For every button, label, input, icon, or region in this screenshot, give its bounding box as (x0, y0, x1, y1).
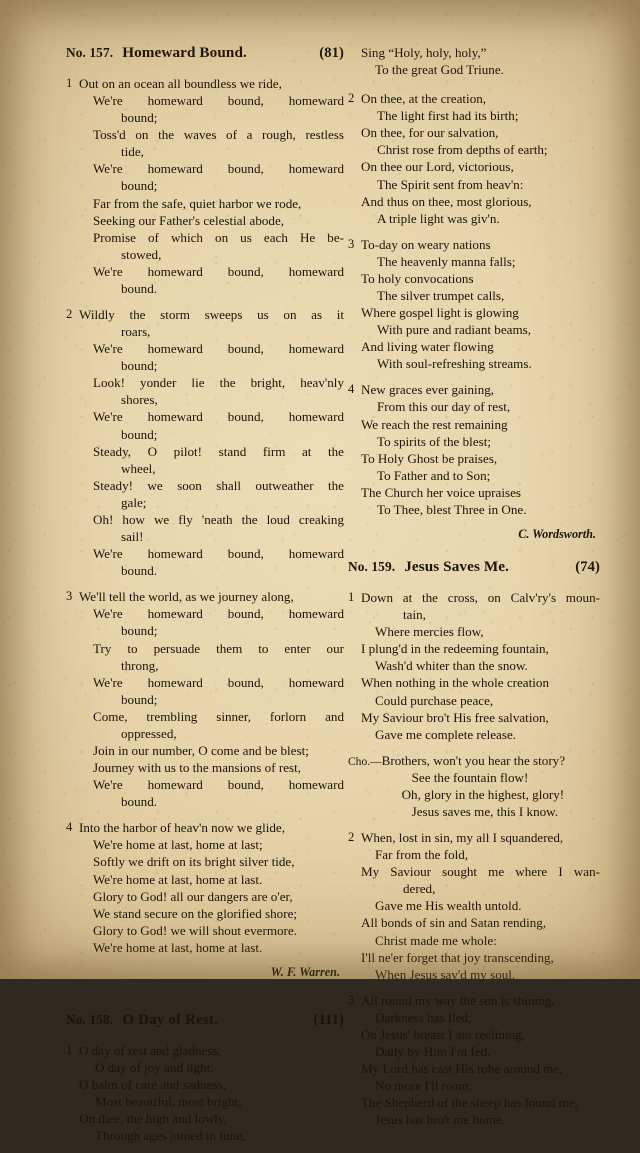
verse-number: 2 (348, 830, 355, 845)
verse (348, 589, 600, 743)
hymn-158-header (66, 1011, 344, 1029)
chorus-line: Brothers, won't you hear the story? (381, 752, 566, 768)
verse-line: No more I'll roam; (375, 1078, 473, 1094)
verse-line: On thee, the high and lowly, (79, 1111, 227, 1127)
hymn-159-verses-rest (348, 829, 600, 1128)
verse-line: Out on an ocean all boundless we ride, (79, 76, 282, 91)
spacer (66, 996, 344, 1011)
verse-line: To Holy Ghost be praises, (361, 450, 498, 466)
verse-line: We're homeward bound, homeward (93, 341, 344, 357)
verse-line: bound; (121, 623, 158, 639)
verse-line: Seeking our Father's celestial abode, (93, 212, 285, 228)
verse-line: bound; (121, 178, 158, 194)
verse (66, 819, 344, 956)
verse-line: When Jesus sav'd my soul. (375, 966, 516, 982)
verse-line: I'll ne'er forget that joy transcending, (361, 949, 554, 965)
verse-line: Look! yonder lie the bright, heav'nly (93, 375, 344, 391)
verse-line: Come, trembling sinner, forlorn and (93, 708, 344, 724)
verse-line: We're homeward bound, homeward (93, 161, 344, 177)
verse-line: O day of rest and gladness, (79, 1042, 221, 1058)
verse-line: Softly we drift on its bright silver tide, (93, 854, 295, 870)
verse-line: The heavenly manna falls; (377, 253, 516, 269)
verse-number: 3 (66, 589, 73, 604)
verse-line: throng, (121, 657, 159, 673)
verse-line: The Shepherd of the sheep has found me, (361, 1095, 578, 1111)
verse-line: My Saviour bro't His free salvation, (361, 709, 549, 725)
verse-line: O day of joy and light, (95, 1059, 214, 1075)
verse-line: To the great God Triune. (375, 62, 504, 78)
hymn-157-page-ref: (81) (319, 45, 344, 61)
verse-line: dered, (403, 881, 436, 897)
verse-line: Through ages joined in tune, (95, 1128, 246, 1144)
verse-line: We're homeward bound, homeward (93, 93, 344, 109)
verse-line: On thee, at the creation, (361, 91, 487, 107)
verse-line: Down at the cross, on Calv'ry's moun- (361, 590, 600, 606)
hymn-158-verses-continued (348, 90, 600, 518)
verse-line: We're homeward bound, homeward (93, 409, 344, 425)
verse-line: tain, (403, 607, 426, 623)
verse-line: We're homeward bound, homeward (93, 546, 344, 562)
verse-line: Most beautiful, most bright; (95, 1094, 242, 1110)
hymn-157 (66, 44, 344, 980)
hymn-159 (348, 558, 600, 1128)
left-column (66, 44, 344, 1153)
verse-line: Daily by Him I'm fed. (375, 1043, 491, 1059)
verse-line: We're homeward bound, homeward (93, 606, 344, 622)
verse-line: We'll tell the world, as we journey along, (79, 589, 294, 605)
verse-line: bound. (121, 563, 158, 579)
verse-line: Wildly the storm sweeps us on as it (79, 307, 344, 323)
hymn-158-lead-lines (348, 44, 600, 78)
verse-lines (79, 1042, 344, 1144)
chorus-lines (382, 752, 600, 820)
hymn-157-verses (66, 75, 344, 956)
hymn-157-header (66, 44, 344, 62)
verse-line: shores, (121, 392, 158, 408)
verse-line: On Jesus' breast I am reclining, (361, 1026, 525, 1042)
verse-line: The light first had its birth; (377, 108, 519, 124)
verse-line: sail! (121, 529, 144, 545)
verse-line: Gave me complete release. (375, 726, 517, 742)
verse-line: Into the harbor of heav'n now we glide, (79, 820, 285, 836)
verse-line: When, lost in sin, my all I squandered, (361, 830, 564, 846)
verse-line: To holy convocations (361, 270, 474, 286)
verse-line: bound; (121, 426, 158, 442)
verse-number: 3 (348, 236, 355, 251)
verse-line: To-day on weary nations (361, 236, 491, 252)
verse-number: 3 (348, 992, 355, 1007)
chorus-line: Jesus saves me, this I know. (411, 803, 559, 819)
verse-line: My Saviour sought me where I wan- (361, 864, 600, 880)
verse-line: We're homeward bound, homeward (93, 263, 344, 279)
hymn-157-number: No. 157. (66, 45, 114, 60)
verse-line: With soul-refreshing streams. (377, 356, 532, 372)
verse-line: And thus on thee, most glorious, (361, 193, 532, 209)
verse-line: Jesus has bro't me home. (375, 1112, 506, 1128)
hymn-158-verses (66, 1042, 344, 1144)
verse-lines (361, 90, 600, 227)
verse-line: Journey with us to the mansions of rest, (93, 760, 302, 776)
verse-line: gale; (121, 494, 147, 510)
verse-lines (361, 992, 600, 1129)
hymn-158-page-ref: (111) (313, 1011, 344, 1028)
verse-line: Far from the fold, (375, 847, 469, 863)
verse-line: The silver trumpet calls, (377, 288, 505, 304)
verse-lines (361, 381, 600, 518)
hymn-159-page-ref: (74) (575, 559, 600, 576)
hymn-157-title: Homeward Bound. (122, 44, 247, 61)
verse-line: Christ made me whole: (375, 932, 497, 948)
verse (348, 381, 600, 518)
verse-line: tide, (121, 144, 144, 160)
verse-line: New graces ever gaining, (361, 382, 495, 398)
verse (348, 829, 600, 983)
verse-number: 1 (66, 76, 73, 90)
hymn-158-title: O Day of Rest. (122, 1010, 219, 1028)
verse-line: And living water flowing (361, 339, 494, 355)
hymn-159-verse-1 (348, 589, 600, 743)
chorus-line: See the fountain flow! (411, 769, 529, 785)
verse-line: I plung'd in the redeeming fountain, (361, 641, 549, 657)
hymn-158-continued (348, 44, 600, 542)
verse-line: oppressed, (121, 725, 177, 741)
verse-line: Join in our number, O come and be blest; (93, 742, 309, 758)
verse-lines (79, 75, 344, 297)
verse-lines (79, 306, 344, 579)
chorus-label-text: Cho.— (348, 755, 382, 768)
verse-line: Far from the safe, quiet harbor we rode, (93, 195, 302, 211)
verse-lines (361, 589, 600, 743)
verse-line: bound; (121, 110, 158, 126)
verse-line: Where mercies flow, (375, 624, 484, 640)
verse-number: 4 (348, 382, 355, 397)
verse-lines (79, 819, 344, 956)
verse-line: roars, (121, 324, 151, 340)
chorus-label (348, 752, 382, 820)
verse-line: bound; (121, 691, 158, 707)
verse-line: We're homeward bound, homeward (93, 674, 344, 690)
verse-line: Glory to God! we will shout evermore. (93, 922, 298, 938)
verse-line: We're homeward bound, homeward (93, 777, 344, 793)
verse-line: Gave me His wealth untold. (375, 898, 522, 914)
verse-line: To Father and to Son; (377, 467, 491, 483)
verse-line: bound; (121, 358, 158, 374)
verse-line: Glory to God! all our dangers are o'er, (93, 888, 293, 904)
hymn-159-header (348, 558, 600, 576)
verse-line: We're home at last, home at last. (93, 871, 263, 887)
verse (66, 306, 344, 579)
chorus-line: Oh, glory in the highest, glory! (401, 786, 565, 802)
verse-line: Steady! we soon shall outweather the (93, 477, 344, 493)
verse-number: 1 (348, 590, 355, 605)
hymn-159-chorus (348, 752, 600, 820)
verse-line: The Church her voice upraises (361, 484, 521, 500)
verse-number: 4 (66, 820, 73, 835)
hymn-158-attribution: C. Wordsworth. (518, 527, 596, 542)
verse-line: When nothing in the whole creation (361, 675, 549, 691)
verse (348, 992, 600, 1129)
verse-line: Could purchase peace, (375, 692, 494, 708)
verse-line: We stand secure on the glorified shore; (93, 905, 298, 921)
verse-line: Oh! how we fly 'neath the loud creaking (93, 511, 344, 527)
verse-line: Promise of which on us each He be- (93, 229, 344, 245)
verse-lines (361, 236, 600, 373)
verse-line: O balm of care and sadness, (79, 1077, 226, 1093)
verse-line: All bonds of sin and Satan rending, (361, 915, 547, 931)
verse-number: 2 (66, 307, 73, 322)
verse-lines (79, 588, 344, 810)
verse-line: To spirits of the blest; (377, 433, 492, 449)
verse (348, 90, 600, 227)
verse-line: Sing “Holy, holy, holy,” (361, 45, 487, 60)
verse-number: 2 (348, 91, 355, 106)
verse-line: We're home at last, home at last. (93, 939, 263, 955)
verse-line: On thee our Lord, victorious, (361, 159, 514, 175)
verse-line: Steady, O pilot! stand firm at the (93, 443, 344, 459)
verse-line: With pure and radiant beams, (377, 322, 531, 338)
verse-line: Wash'd whiter than the snow. (375, 658, 528, 674)
verse-line: bound. (121, 794, 158, 810)
verse-line: Christ rose from depths of earth; (377, 142, 548, 158)
verse-number: 1 (66, 1042, 73, 1057)
right-column (348, 44, 600, 1137)
verse-line: On thee, for our salvation, (361, 125, 499, 141)
verse-line: wheel, (121, 460, 156, 476)
verse-line: My Lord has cast His robe around me, (361, 1061, 563, 1077)
verse (66, 1042, 344, 1144)
verse (66, 75, 344, 297)
hymn-159-number: No. 159. (348, 559, 396, 575)
verse-line: A triple light was giv'n. (377, 210, 500, 226)
verse-line: Where gospel light is glowing (361, 305, 519, 321)
hymn-159-title: Jesus Saves Me. (404, 558, 510, 576)
verse-line: We reach the rest remaining (361, 416, 508, 432)
hymn-157-attribution: W. F. Warren. (270, 964, 340, 979)
verse-line: We're home at last, home at last; (93, 837, 263, 853)
verse (66, 588, 344, 810)
verse-line: Toss'd on the waves of a rough, restless (93, 127, 344, 143)
verse-line: From this our day of rest, (377, 399, 511, 415)
verse-line: To Thee, blest Three in One. (377, 501, 527, 517)
verse-lines (361, 829, 600, 983)
verse-line: bound. (121, 280, 158, 296)
hymn-158 (66, 1011, 344, 1144)
verse-line: The Spirit sent from heav'n: (377, 176, 524, 192)
verse-line: stowed, (121, 246, 162, 262)
hymn-158-number: No. 158. (66, 1011, 114, 1027)
verse-line: Darkness has fled; (375, 1009, 472, 1025)
verse-line: Try to persuade them to enter our (93, 640, 344, 656)
verse (348, 236, 600, 373)
verse-line: All round my way the sun is shining, (361, 992, 555, 1008)
